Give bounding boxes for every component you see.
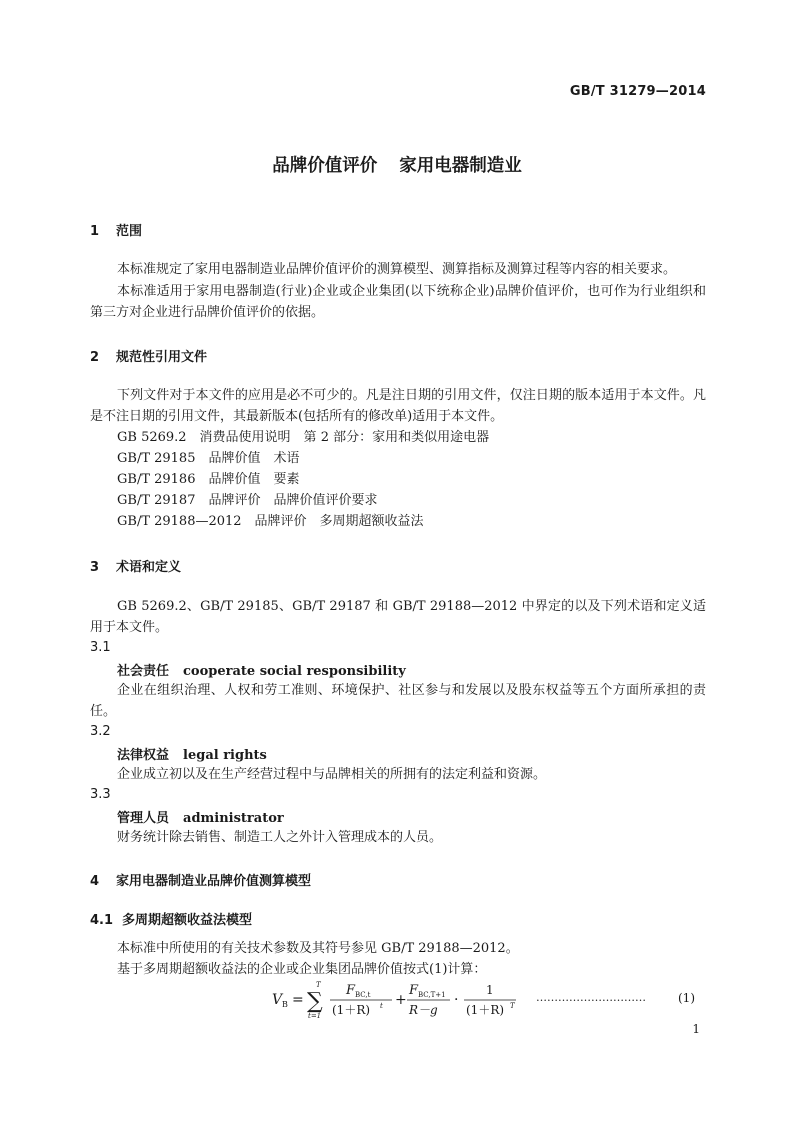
f2-numerator-sub: BC,T+1: [418, 991, 446, 999]
f3-denominator-sup: T: [510, 1002, 515, 1010]
section-2-heading: 2 规范性引用文件: [90, 350, 208, 365]
term-definition: 企业在组织治理、人权和劳工准则、环境保护、社区参与和发展以及股东权益等五个方面所承担的责任。: [90, 683, 706, 719]
equation-leader: …………………………: [536, 991, 646, 1004]
f1-denominator-sup: t: [380, 1002, 383, 1010]
f3-denominator: (1＋R): [466, 1003, 505, 1017]
f1-denominator: (1＋R): [332, 1003, 371, 1017]
section-1-heading: 1 范围: [90, 224, 143, 239]
document-title: [0, 152, 794, 177]
section-4-1-paragraph-1: 本标准中所使用的有关技术参数及其符号参见 GB/T 29188—2012。: [117, 941, 519, 956]
reference-item: GB/T 29185 品牌价值 术语: [117, 451, 300, 466]
f2-denominator: R－g: [409, 1003, 438, 1017]
formula-equals: =: [292, 992, 304, 1008]
section-2-paragraph-1: 下列文件对于本文件的应用是必不可少的。凡是注日期的引用文件，仅注日期的版本适用于本文件。凡是不注日期的引用文件，其最新版本(包括所有的修改单)适用于本文件。: [90, 388, 706, 424]
formula-dot: ·: [454, 992, 459, 1008]
term-number: 3.2: [90, 724, 111, 739]
sigma-symbol: ∑: [307, 989, 323, 1014]
section-1-paragraph-1: 本标准规定了家用电器制造业品牌价值评价的测算模型、测算指标及测算过程等内容的相关要求。: [117, 262, 677, 277]
term-number: 3.3: [90, 787, 111, 802]
formula-lhs: V: [272, 992, 283, 1008]
f1-numerator-sub: BC,t: [355, 991, 371, 999]
title-part-2: 家用电器制造业: [399, 156, 522, 176]
f2-numerator: F: [409, 983, 419, 998]
formula-lhs-sub: B: [282, 1000, 288, 1009]
term-heading: 法律权益 legal rights: [117, 748, 267, 763]
section-4-1-heading: 4.1 多周期超额收益法模型: [90, 913, 253, 928]
term-heading: 社会责任 cooperate social responsibility: [117, 664, 406, 679]
reference-item: GB 5269.2 消费品使用说明 第 2 部分：家用和类似用途电器: [117, 430, 490, 445]
equation-number: (1): [678, 991, 695, 1005]
section-3-paragraph-1: GB 5269.2、GB/T 29185、GB/T 29187 和 GB/T 29188—2012 中界定的以及下列术语和定义适用于本文件。: [90, 599, 706, 635]
section-3-heading: 3 术语和定义: [90, 560, 182, 575]
section-4-heading: 4 家用电器制造业品牌价值测算模型: [90, 874, 312, 889]
title-part-1: 品牌价值评价: [272, 156, 378, 176]
sum-upper: T: [316, 981, 321, 989]
reference-item: GB/T 29187 品牌评价 品牌价值评价要求: [117, 493, 378, 508]
formula-plus: +: [395, 992, 407, 1008]
section-1-paragraph-2: 本标准适用于家用电器制造(行业)企业或企业集团(以下统称企业)品牌价值评价，也可作为行业组织和第三方对企业进行品牌价值评价的依据。: [90, 284, 706, 320]
standard-code: GB/T 31279—2014: [569, 84, 706, 99]
term-definition: 企业成立初以及在生产经营过程中与品牌相关的所拥有的法定利益和资源。: [117, 767, 547, 782]
reference-item: GB/T 29188—2012 品牌评价 多周期超额收益法: [117, 514, 424, 529]
f3-numerator: 1: [486, 983, 494, 997]
sum-lower: t=1: [308, 1012, 322, 1020]
term-number: 3.1: [90, 640, 111, 655]
section-4-1-paragraph-2: 基于多周期超额收益法的企业或企业集团品牌价值按式(1)计算：: [117, 962, 487, 977]
formula-1: [270, 978, 710, 1022]
f1-numerator: F: [346, 983, 356, 998]
reference-item: GB/T 29186 品牌价值 要素: [117, 472, 300, 487]
term-definition: 财务统计除去销售、制造工人之外计入管理成本的人员。: [117, 830, 443, 845]
term-heading: 管理人员 administrator: [117, 811, 284, 826]
page-number: 1: [692, 1022, 700, 1036]
